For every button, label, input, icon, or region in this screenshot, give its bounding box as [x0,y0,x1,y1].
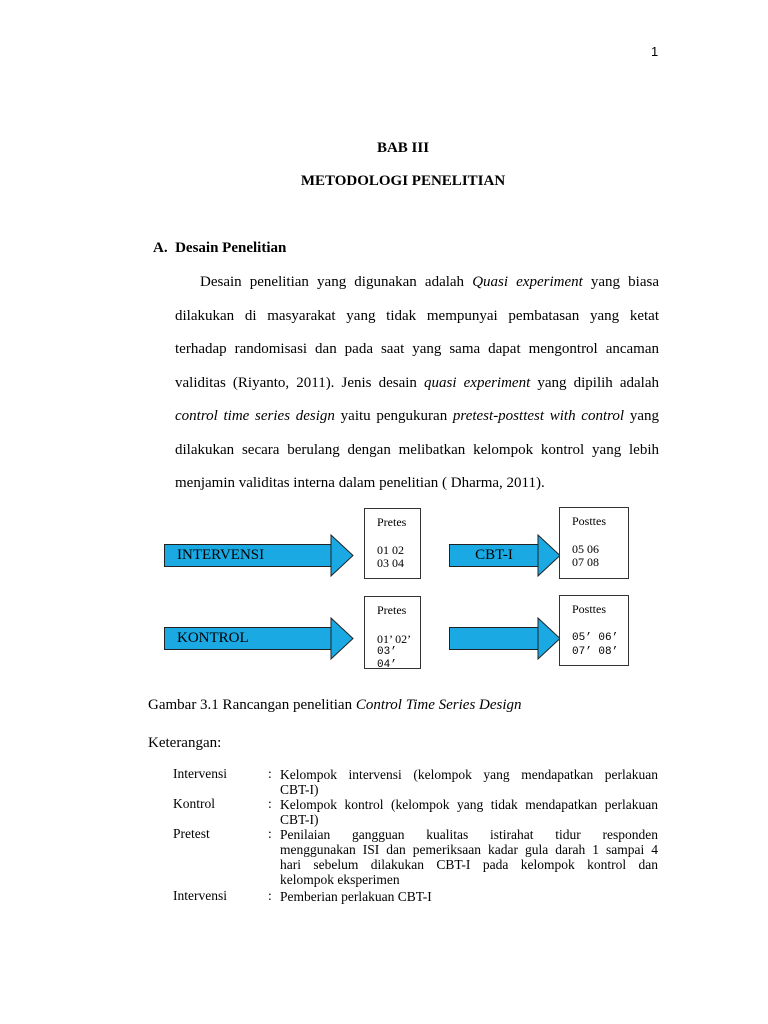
section-marker: A. [153,240,168,256]
pretest-box-intervensi [364,508,421,579]
caption-text: Gambar 3.1 Rancangan penelitian [148,697,356,713]
legend-term: Kontrol [173,796,215,811]
pretest-value: 01 02 [377,543,404,557]
posttest-title: Posttes [572,602,607,616]
paragraph-line: dilakukan di masyarakat yang tidak mempunyai pembatasan yang ketat [175,307,659,324]
page-number: 1 [651,44,659,59]
chapter-title: METODOLOGI PENELITIAN [300,173,506,189]
paragraph-line: Desain penelitian yang digunakan adalah Quasi experiment yang biasa [200,274,659,290]
section-heading [153,240,286,257]
pretest-title: Pretes [377,515,407,529]
no-treatment-arrow [449,627,539,650]
legend-term: Pretest [173,826,210,841]
legend-colon: : [268,766,272,781]
no-treatment-arrowhead [537,617,561,660]
legend-description: Kelompok intervensi (kelompok yang mendapatkan perlakuan CBT-I) [280,767,658,797]
treatment-arrowhead [537,534,561,577]
pretest-title: Pretes [377,603,407,617]
posttest-title: Posttes [572,514,607,528]
keterangan-label: Keterangan: [148,735,222,751]
pretest-value: 03 04 [377,556,404,570]
chapter-heading: BAB III [376,140,430,156]
figure-caption [148,697,522,714]
pretest-value: 01’ 02’ [377,632,412,646]
posttest-box-kontrol [559,595,629,666]
paragraph-line: terhadap randomisasi dan pada saat yang sama dapat mengontrol ancaman [175,341,659,357]
kontrol-arrowhead [330,617,354,660]
legend-term: Intervensi [173,888,227,903]
paragraph-line: dilakukan secara berulang dengan melibatkan kelompok kontrol yang lebih [175,441,659,458]
body-paragraph [175,272,659,502]
legend-description: Kelompok kontrol (kelompok yang tidak mendapatkan perlakuan CBT-I) [280,797,658,827]
legend-description: Pemberian perlakuan CBT-I [280,889,432,904]
paragraph-line: menjamin validitas interna dalam penelitian ( Dharma, 2011). [175,475,545,491]
kontrol-arrow [164,627,332,650]
intervensi-arrowhead [330,534,354,577]
pretest-box-kontrol [364,596,421,669]
paragraph-line: validitas (Riyanto, 2011). Jenis desain quasi experiment yang dipilih adalah [175,374,660,391]
posttest-box-intervensi [559,507,629,579]
legend-term: Intervensi [173,766,227,781]
caption-italic: Control Time Series Design [355,697,522,713]
treatment-arrow [449,544,539,567]
posttest-value: 05 06 [572,542,599,556]
pretest-value: 03’ 04’ [377,646,397,671]
posttest-value: 05’ 06’ [572,632,619,644]
paragraph-line: control time series design yaitu pengukuran pretest-posttest with control yang [175,408,659,424]
legend-description: Penilaian gangguan kualitas istirahat tidur responden menggunakan ISI dan pemeriksaan kadar gula darah 1 sampai 4 hari sebelum dilakukan CBT-I pada kelompok kontrol dan kelompok eksperimen [280,827,658,887]
section-title: Desain Penelitian [175,240,287,256]
posttest-value: 07’ 08’ [572,646,619,658]
kontrol-label: KONTROL [177,630,249,646]
intervensi-label: INTERVENSI [177,547,265,563]
intervensi-arrow [164,544,332,567]
legend-colon: : [268,888,272,903]
legend-colon: : [268,796,272,811]
treatment-label: CBT-I [475,547,513,563]
posttest-value: 07 08 [572,555,599,569]
legend-colon: : [268,826,272,841]
